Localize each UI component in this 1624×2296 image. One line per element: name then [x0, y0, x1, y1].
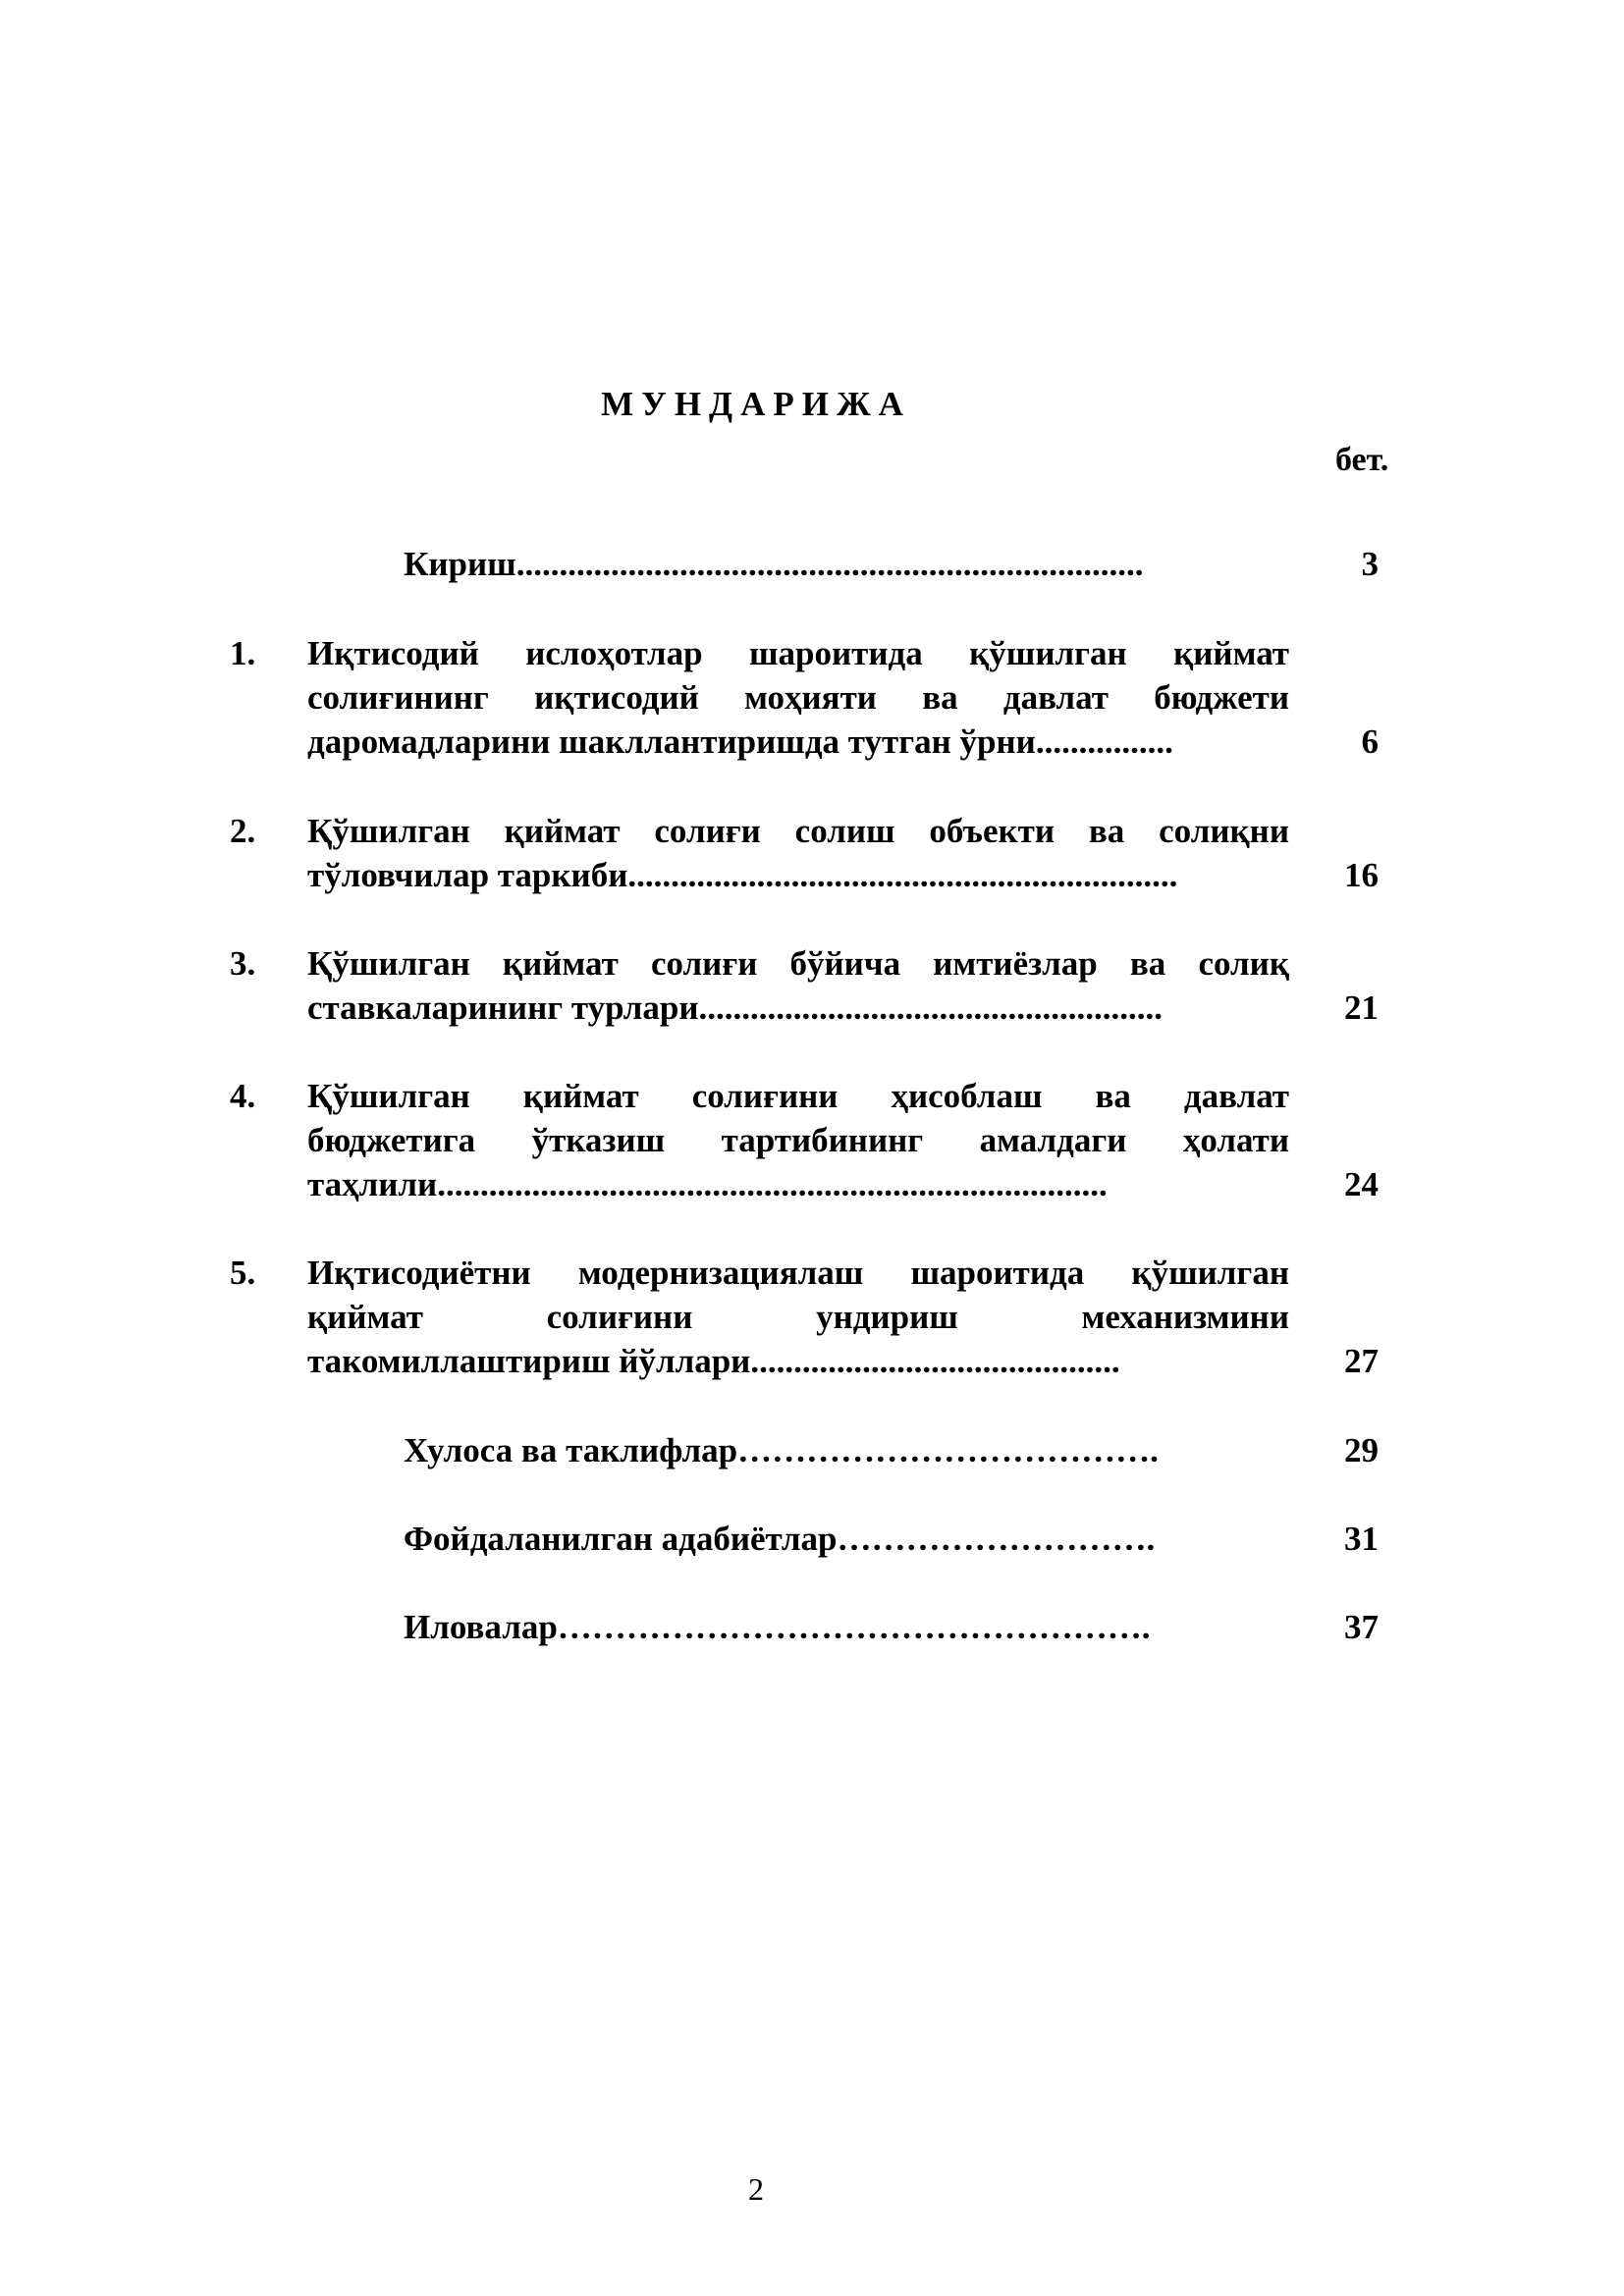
- toc-entry-4-line-2: бюджетига ўтказиш тартибининг амалдаги ҳолати: [307, 1121, 1289, 1159]
- toc-entry-2-line-2: тўловчилар таркиби................................................................: [307, 856, 1178, 894]
- toc-entry-5-page: 27: [1344, 1342, 1379, 1380]
- toc-entry-3-line-1: Қўшилган қиймат солиғи бўйича имтиёзлар ва солиқ: [307, 944, 1289, 983]
- toc-entry-4-line-3: таҳлили..............................................................................: [307, 1165, 1108, 1203]
- toc-entry-4-line-1: Қўшилган қиймат солиғини ҳисоблаш ва давлат: [307, 1077, 1289, 1115]
- toc-entry-1-line-3: даромадларини шакллантиришда тутган ўрни................: [307, 722, 1173, 761]
- toc-entry-5-line-1: Иқтисодиётни модернизациялаш шароитида қўшилган: [307, 1254, 1289, 1292]
- toc-entry-intro-page: 3: [1361, 545, 1379, 583]
- toc-entry-1-line-1: Иқтисодий ислоҳотлар шароитида қўшилган қиймат: [307, 634, 1289, 672]
- toc-entry-5-line-2: қиймат солиғини ундириш механизмини: [307, 1298, 1289, 1336]
- toc-entry-1-page: 6: [1361, 722, 1379, 761]
- page-number: 2: [748, 2171, 764, 2207]
- toc-entry-references-text: Фойдаланилган адабиётлар……………………….: [404, 1520, 1156, 1558]
- toc-entry-appendices-page: 37: [1344, 1608, 1379, 1646]
- toc-entry-2-line-1: Қўшилган қиймат солиғи солиш объекти ва солиқни: [307, 812, 1289, 850]
- toc-entry-conclusion-text: Хулоса ва таклифлар……………………………….: [404, 1431, 1159, 1469]
- toc-entry-appendices-text: Иловалар…………………………………………….: [404, 1608, 1151, 1646]
- page-column-label: бет.: [1335, 442, 1389, 478]
- toc-entry-intro-text: Кириш.........................................................................: [404, 545, 1144, 583]
- toc-entry-4-page: 24: [1344, 1165, 1379, 1203]
- toc-entry-3-page: 21: [1344, 988, 1379, 1027]
- toc-entry-4-number: 4.: [230, 1077, 256, 1115]
- toc-entry-3-number: 3.: [230, 944, 256, 983]
- toc-entry-conclusion-page: 29: [1344, 1431, 1379, 1469]
- toc-entry-2-page: 16: [1344, 856, 1379, 894]
- toc-entry-5-number: 5.: [230, 1254, 256, 1292]
- toc-entry-1-number: 1.: [230, 634, 256, 672]
- toc-entry-5-line-3: такомиллаштириш йўллари...........................................: [307, 1342, 1120, 1380]
- toc-entry-3-line-2: ставкаларининг турлари......................................................: [307, 988, 1164, 1027]
- page-title: МУНДАРИЖА: [601, 385, 911, 423]
- toc-entry-2-number: 2.: [230, 812, 256, 850]
- toc-entry-references-page: 31: [1344, 1520, 1379, 1558]
- toc-entry-1-line-2: солиғининг иқтисодий моҳияти ва давлат бюджети: [307, 678, 1289, 717]
